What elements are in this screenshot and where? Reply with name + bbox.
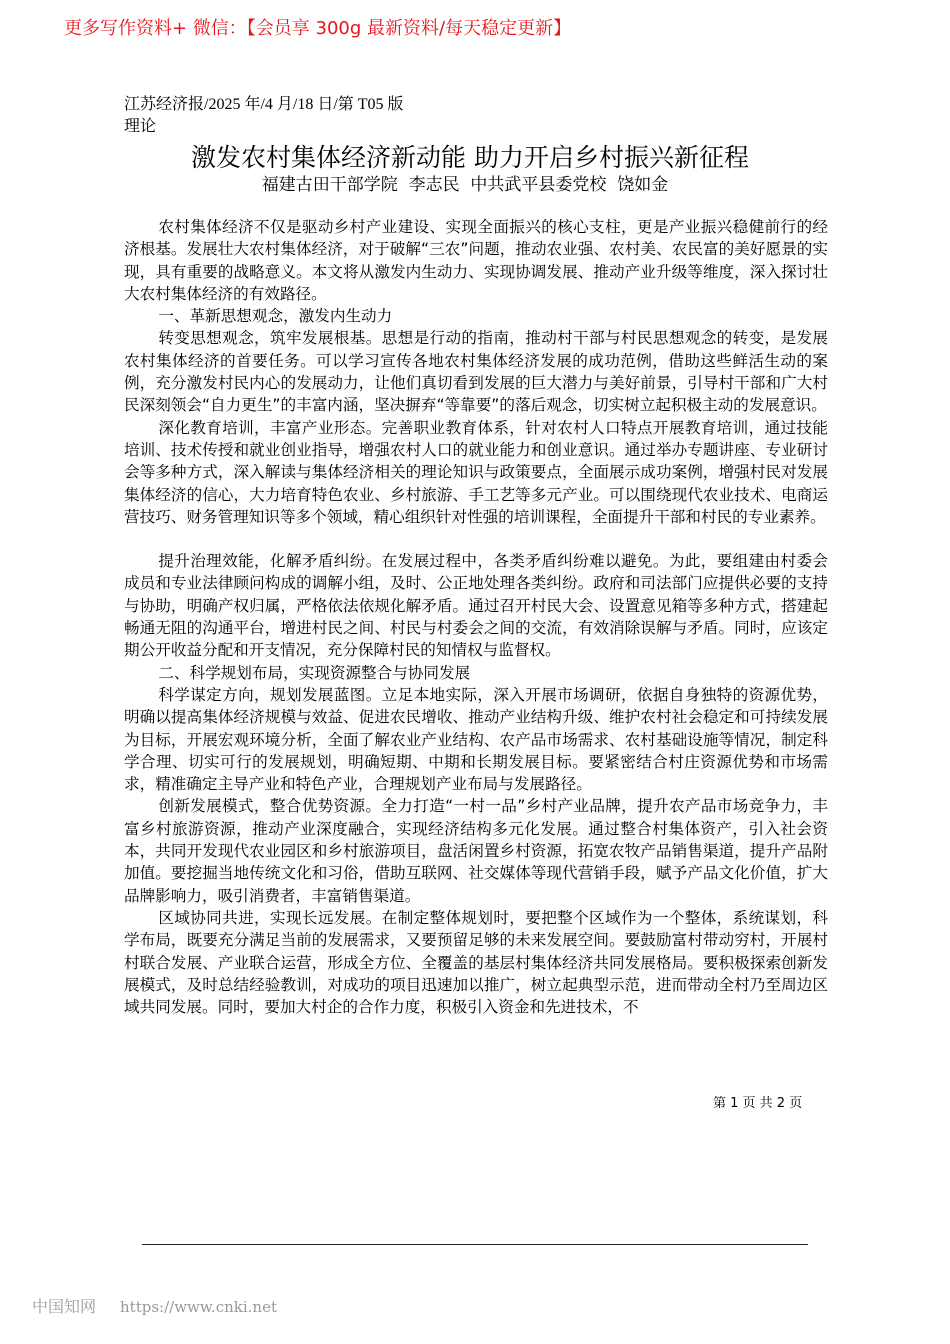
- cnki-watermark: [32, 1294, 277, 1317]
- article-title: 激发农村集体经济新动能 助力开启乡村振兴新征程: [191, 143, 749, 172]
- paragraph: 转变思想观念，筑牢发展根基。思想是行动的指南，推动村干部与村民思想观念的转变，是发展农村集体经济的首要任务。可以学习宣传各地农村集体经济发展的成功范例，借助这些鲜活生动的案例，充分激发村民内心的发展动力，让他们真切看到发展的巨大潜力与美好前景，引导村干部和广大村民深刻领会“自力更生”的丰富内涵，坚决摒弃“等靠要”的落后观念，切实树立起积极主动的发展意识。: [124, 329, 828, 415]
- paragraph: 科学谋定方向，规划发展蓝图。立足本地实际，深入开展市场调研，依据自身独特的资源优势，明确以提高集体经济规模与效益、促进农民增收、推动产业结构升级、维护农村社会稳定和可持续发展为目标，开展宏观环境分析，全面了解农业产业结构、农产品市场需求、农村基础设施等情况，制定科学合理、切实可行的发展规划，明确短期、中期和长期发展目标。要紧密结合村庄资源优势和市场需求，精准确定主导产业和特色产业，合理规划产业布局与发展路径。: [124, 685, 828, 794]
- paragraph: 提升治理效能，化解矛盾纠纷。在发展过程中，各类矛盾纠纷难以避免。为此，要组建由村委会成员和专业法律顾问构成的调解小组，及时、公正地处理各类纠纷。政府和司法部门应提供必要的支持与协助，明确产权归属，严格依法依规化解矛盾。通过召开村民大会、设置意见箱等多种方式，搭建起畅通无阻的沟通平台，增进村民之间、村民与村委会之间的交流，有效消除误解与矛盾。同时，应该定期公开收益分配和开支情况，充分保障村民的知情权与监督权。: [124, 552, 828, 660]
- article-authors: 福建古田干部学院 李志民 中共武平县委党校 饶如金: [261, 175, 669, 195]
- paragraph: 区域协同共进，实现长远发展。在制定整体规划时，要把整个区域作为一个整体，系统谋划，科学布局，既要充分满足当前的发展需求，又要预留足够的未来发展空间。要鼓励富村带动穷村，开展村村联合发展、产业联合运营，形成全方位、全覆盖的基层村集体经济共同发展格局。要积极探索创新发展模式，及时总结经验教训，对成功的项目迅速加以推广，树立起典型示范，进而带动全村乃至周边区域共同发展。同时，要加大村企的合作力度，积极引入资金和先进技术，不: [124, 908, 828, 1017]
- paragraph: 农村集体经济不仅是驱动乡村产业建设、实现全面振兴的核心支柱，更是产业振兴稳健前行的经济根基。发展壮大农村集体经济，对于破解“三农”问题，推动农业强、农村美、农民富的美好愿景的实现，具有重要的战略意义。本文将从激发内生动力、实现协调发展、推动产业升级等维度，深入探讨壮大农村集体经济的有效路径。: [124, 218, 828, 303]
- source-line: 江苏经济报/2025 年/4 月/18 日/第 T05 版理论: [124, 96, 404, 135]
- section-heading: 一、革新思想观念，激发内生动力: [158, 307, 393, 326]
- watermark-url[interactable]: https://www.cnki.net: [120, 1298, 277, 1316]
- watermark-name: 中国知网: [32, 1297, 97, 1316]
- article-body: [124, 216, 828, 1018]
- paragraph: 深化教育培训，丰富产业形态。完善职业教育体系，针对农村人口特点开展教育培训，通过技能培训、技术传授和就业创业指导，增强农村人口的就业能力和创业意识。通过举办专题讲座、专业研讨会等多种方式，深入解读与集体经济相关的理论知识与政策要点，全面展示成功案例，增强村民对发展集体经济的信心，大力培育特色农业、乡村旅游、手工艺等多元产业。可以围绕现代农业技术、电商运营技巧、财务管理知识等多个领域，精心组织针对性强的培训课程，全面提升干部和村民的专业素养。: [124, 418, 828, 526]
- promo-banner: 更多写作资料+ 微信：【会员享 300g 最新资料/每天稳定更新】: [64, 18, 572, 39]
- footer-divider: [142, 1244, 808, 1245]
- page-indicator: 第 1 页 共 2 页: [713, 1096, 803, 1111]
- paragraph: 创新发展模式，整合优势资源。全力打造“一村一品”乡村产业品牌，提升农产品市场竞争力，丰富乡村旅游资源，推动产业深度融合，实现经济结构多元化发展。通过整合村集体资产，引入社会资本，共同开发现代农业园区和乡村旅游项目，盘活闲置乡村资源，拓宽农牧产品销售渠道，提升产品附加值。要挖掘当地传统文化和习俗，借助互联网、社交媒体等现代营销手段，赋予产品文化价值，扩大品牌影响力，吸引消费者，丰富销售渠道。: [124, 797, 828, 905]
- section-heading: 二、科学规划布局，实现资源整合与协同发展: [158, 663, 471, 682]
